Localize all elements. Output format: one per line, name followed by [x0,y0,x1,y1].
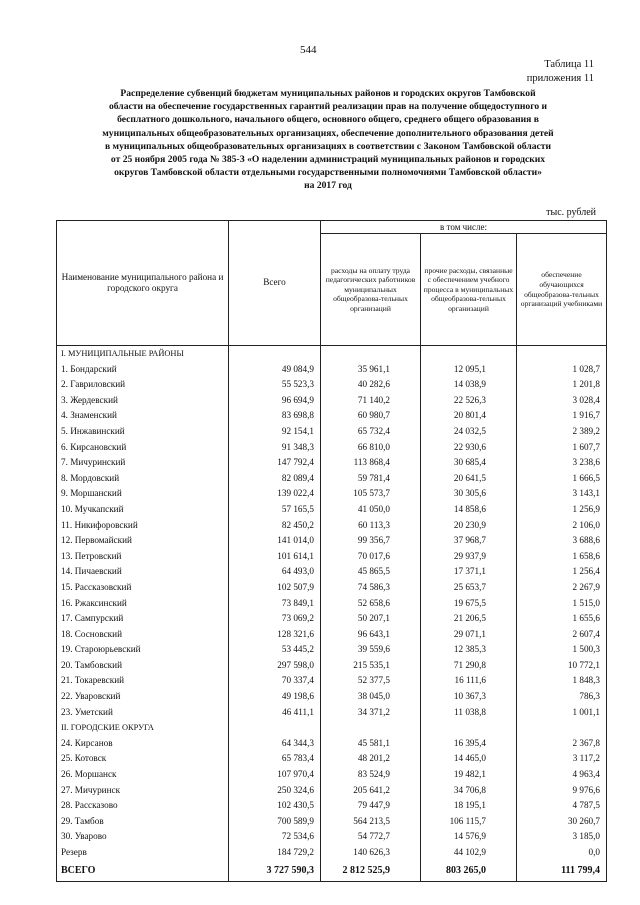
row-col3: 1 256,4 [517,564,607,580]
row-total: 184 729,2 [229,845,321,861]
row-col3: 2 367,8 [517,736,607,752]
row-col2: 19 482,1 [421,767,517,783]
table-row [57,829,607,845]
row-col2: 34 706,8 [421,783,517,799]
row-name: 24. Кирсанов [57,736,229,752]
row-col2: 29 071,1 [421,627,517,643]
table-body [57,346,607,882]
row-name: 2. Гавриловский [57,377,229,393]
row-name: 9. Моршанский [57,486,229,502]
row-total: 55 523,3 [229,377,321,393]
row-total: 700 589,9 [229,814,321,830]
table-row [57,814,607,830]
row-col3: 786,3 [517,689,607,705]
header-col2: прочие расходы, связанные с обеспечением учебного процесса в муниципальных общеобразова-тельных организаций [421,234,517,346]
table-row [57,518,607,534]
row-col1: 48 201,2 [321,751,421,767]
row-col3: 1 201,8 [517,377,607,393]
row-col2: 25 653,7 [421,580,517,596]
row-name: 12. Первомайский [57,533,229,549]
row-name: 16. Ржаксинский [57,596,229,612]
row-total: 92 154,1 [229,424,321,440]
row-total: 297 598,0 [229,658,321,674]
title-line: от 25 ноября 2005 года № 385-З «О наделении администраций муниципальных районов и городских [110,154,546,166]
table-row [57,564,607,580]
row-col3: 1 666,5 [517,471,607,487]
table-row [57,596,607,612]
table-row [57,627,607,643]
row-col3: 1 916,7 [517,408,607,424]
table-row [57,673,607,689]
row-col3: 3 688,6 [517,533,607,549]
row-col3: 3 117,2 [517,751,607,767]
row-col1: 65 732,4 [321,424,421,440]
table-header [57,221,607,346]
row-name: 3. Жердевский [57,393,229,409]
row-col2: 24 032,5 [421,424,517,440]
row-col2: 803 265,0 [421,861,517,882]
table-row [57,502,607,518]
section-row [57,720,607,736]
table-row [57,642,607,658]
page-number: 544 [300,44,317,56]
row-col1: 2 812 525,9 [321,861,421,882]
row-total: 91 348,3 [229,440,321,456]
row-name: 19. Староюрьевский [57,642,229,658]
row-col2: 17 371,1 [421,564,517,580]
row-col1: 113 868,4 [321,455,421,471]
row-name: 21. Токаревский [57,673,229,689]
table-row [57,611,607,627]
row-total [229,720,321,736]
row-col2: 19 675,5 [421,596,517,612]
row-col3: 2 106,0 [517,518,607,534]
title-line: бесплатного дошкольного, начального общего, основного общего, среднего общего образования в [117,114,539,126]
row-name: 7. Мичуринский [57,455,229,471]
row-name: 20. Тамбовский [57,658,229,674]
row-total: 107 970,4 [229,767,321,783]
row-total: 73 849,1 [229,596,321,612]
subvention-table [56,220,607,882]
table-row [57,580,607,596]
row-col3: 2 267,9 [517,580,607,596]
row-total: 102 430,5 [229,798,321,814]
row-name: 13. Петровский [57,549,229,565]
row-col1: 74 586,3 [321,580,421,596]
title-line: на 2017 год [304,180,352,192]
row-name: 17. Сампурский [57,611,229,627]
row-name: 26. Моршанск [57,767,229,783]
row-col1: 140 626,3 [321,845,421,861]
row-col3: 2 389,2 [517,424,607,440]
table-row [57,705,607,721]
row-col1: 39 559,6 [321,642,421,658]
row-total: 73 069,2 [229,611,321,627]
header-col3: обеспечение обучающихся общеобразова-тельных организаций учебниками [517,234,607,346]
table-row [57,783,607,799]
row-col2: 16 111,6 [421,673,517,689]
row-name: 22. Уваровский [57,689,229,705]
row-col1: 45 581,1 [321,736,421,752]
table-row [57,767,607,783]
row-col2: 14 465,0 [421,751,517,767]
row-col2: 14 038,9 [421,377,517,393]
row-col1: 40 282,6 [321,377,421,393]
row-col3: 1 848,3 [517,673,607,689]
row-col3: 1 500,3 [517,642,607,658]
row-col3: 1 515,0 [517,596,607,612]
row-col1: 41 050,0 [321,502,421,518]
row-col1: 83 524,9 [321,767,421,783]
table-row [57,751,607,767]
row-col3: 3 238,6 [517,455,607,471]
row-col2 [421,346,517,362]
row-col2: 21 206,5 [421,611,517,627]
row-name: 5. Инжавинский [57,424,229,440]
row-col2: 22 526,3 [421,393,517,409]
table-row [57,533,607,549]
row-col1: 96 643,1 [321,627,421,643]
row-col3: 10 772,1 [517,658,607,674]
row-total: 101 614,1 [229,549,321,565]
row-name: Резерв [57,845,229,861]
row-col1: 50 207,1 [321,611,421,627]
row-col2: 12 095,1 [421,362,517,378]
row-col3: 3 143,1 [517,486,607,502]
table-row [57,798,607,814]
row-col3: 3 028,4 [517,393,607,409]
row-name: 29. Тамбов [57,814,229,830]
row-col3: 1 655,6 [517,611,607,627]
row-col1: 60 980,7 [321,408,421,424]
row-col2: 16 395,4 [421,736,517,752]
table-row [57,845,607,861]
row-total: 82 450,2 [229,518,321,534]
row-total: 46 411,1 [229,705,321,721]
row-col3: 9 976,6 [517,783,607,799]
row-total: 250 324,6 [229,783,321,799]
row-col3: 1 658,6 [517,549,607,565]
row-col3: 30 260,7 [517,814,607,830]
row-total: 72 534,6 [229,829,321,845]
table-row [57,549,607,565]
row-total: 141 014,0 [229,533,321,549]
row-name: 1. Бондарский [57,362,229,378]
row-total: 82 089,4 [229,471,321,487]
row-total: 64 344,3 [229,736,321,752]
row-col3: 111 799,4 [517,861,607,882]
table-row [57,393,607,409]
row-name: 30. Уварово [57,829,229,845]
row-col1: 52 377,5 [321,673,421,689]
row-name: 6. Кирсановский [57,440,229,456]
row-col3: 1 001,1 [517,705,607,721]
title-line: области на обеспечение государственных гарантий реализации прав на получение общедоступного и [108,101,548,113]
title-line: округов Тамбовской области отдельными государственными полномочиями Тамбовской области» [114,167,542,179]
row-col2: 30 685,4 [421,455,517,471]
table-row [57,455,607,471]
total-row [57,861,607,882]
row-col3: 1 028,7 [517,362,607,378]
row-col3: 4 963,4 [517,767,607,783]
row-col3 [517,346,607,362]
document-title [52,87,604,193]
row-col2: 37 968,7 [421,533,517,549]
row-col1: 45 865,5 [321,564,421,580]
row-col1: 205 641,2 [321,783,421,799]
row-col1: 215 535,1 [321,658,421,674]
row-col1: 71 140,2 [321,393,421,409]
table-reference [527,58,594,86]
row-col3: 2 607,4 [517,627,607,643]
row-col2: 30 305,6 [421,486,517,502]
table-row [57,486,607,502]
row-col1: 79 447,9 [321,798,421,814]
row-col1: 59 781,4 [321,471,421,487]
row-total: 139 022,4 [229,486,321,502]
row-col1: 60 113,3 [321,518,421,534]
row-col1: 564 213,5 [321,814,421,830]
row-col2: 14 576,9 [421,829,517,845]
annex-label: приложения 11 [526,73,594,84]
row-name: 8. Мордовский [57,471,229,487]
table-row [57,408,607,424]
row-col2: 10 367,3 [421,689,517,705]
row-col1 [321,720,421,736]
table-row [57,362,607,378]
row-total: 65 783,4 [229,751,321,767]
row-col1: 70 017,6 [321,549,421,565]
row-total: 53 445,2 [229,642,321,658]
row-name: 11. Никифоровский [57,518,229,534]
row-col1: 99 356,7 [321,533,421,549]
table-row [57,689,607,705]
title-line: муниципальных общеобразовательных организациях, обеспечение дополнительного образования детей [102,127,554,139]
row-total: 83 698,8 [229,408,321,424]
row-total: 64 493,0 [229,564,321,580]
row-col2: 20 641,5 [421,471,517,487]
row-col2: 106 115,7 [421,814,517,830]
row-total [229,346,321,362]
row-total: 96 694,9 [229,393,321,409]
row-name: 4. Знаменский [57,408,229,424]
table-row [57,440,607,456]
row-total: 49 084,9 [229,362,321,378]
row-name: 10. Мучкапский [57,502,229,518]
table-row [57,736,607,752]
header-including: в том числе: [321,221,607,234]
row-total: 70 337,4 [229,673,321,689]
unit-label: тыс. рублей [546,207,596,218]
row-col3: 3 185,0 [517,829,607,845]
row-col2: 44 102,9 [421,845,517,861]
row-col2: 20 230,9 [421,518,517,534]
title-line: Распределение субвенций бюджетам муниципальных районов и городских округов Тамбовской [120,88,536,99]
header-name: Наименование муниципального района и городского округа [57,221,229,346]
row-name: 15. Рассказовский [57,580,229,596]
row-name: II. ГОРОДСКИЕ ОКРУГА [57,720,229,736]
row-total: 128 321,6 [229,627,321,643]
row-name: 23. Уметский [57,705,229,721]
row-col2: 22 930,6 [421,440,517,456]
row-col1: 105 573,7 [321,486,421,502]
row-col1 [321,346,421,362]
row-total: 49 198,6 [229,689,321,705]
row-col2: 71 290,8 [421,658,517,674]
row-col3: 1 607,7 [517,440,607,456]
header-total: Всего [229,221,321,346]
section-row [57,346,607,362]
row-name: I. МУНИЦИПАЛЬНЫЕ РАЙОНЫ [57,346,229,362]
row-col1: 38 045,0 [321,689,421,705]
row-col3: 1 256,9 [517,502,607,518]
table-label: Таблица 11 [544,59,594,70]
row-col2: 11 038,8 [421,705,517,721]
table-row [57,424,607,440]
row-col2: 29 937,9 [421,549,517,565]
row-name: 18. Сосновский [57,627,229,643]
table-row [57,471,607,487]
row-total: 102 507,9 [229,580,321,596]
row-name: 27. Мичуринск [57,783,229,799]
row-col3: 4 787,5 [517,798,607,814]
table-row [57,658,607,674]
table-row [57,377,607,393]
title-line: в муниципальных общеобразовательных организациях в соответствии с Законом Тамбовской области [104,140,552,152]
row-col3 [517,720,607,736]
row-col1: 54 772,7 [321,829,421,845]
row-name: 25. Котовск [57,751,229,767]
row-name: 14. Пичаевский [57,564,229,580]
row-name: ВСЕГО [57,861,229,882]
row-col1: 52 658,6 [321,596,421,612]
row-col2 [421,720,517,736]
row-total: 3 727 590,3 [229,861,321,882]
row-col1: 66 810,0 [321,440,421,456]
row-col3: 0,0 [517,845,607,861]
row-col1: 34 371,2 [321,705,421,721]
row-col2: 18 195,1 [421,798,517,814]
row-col2: 20 801,4 [421,408,517,424]
row-name: 28. Рассказово [57,798,229,814]
row-col1: 35 961,1 [321,362,421,378]
header-col1: расходы на оплату труда педагогических работников муниципальных общеобразова-тельных организаций [321,234,421,346]
row-total: 147 792,4 [229,455,321,471]
row-total: 57 165,5 [229,502,321,518]
row-col2: 12 385,3 [421,642,517,658]
row-col2: 14 858,6 [421,502,517,518]
